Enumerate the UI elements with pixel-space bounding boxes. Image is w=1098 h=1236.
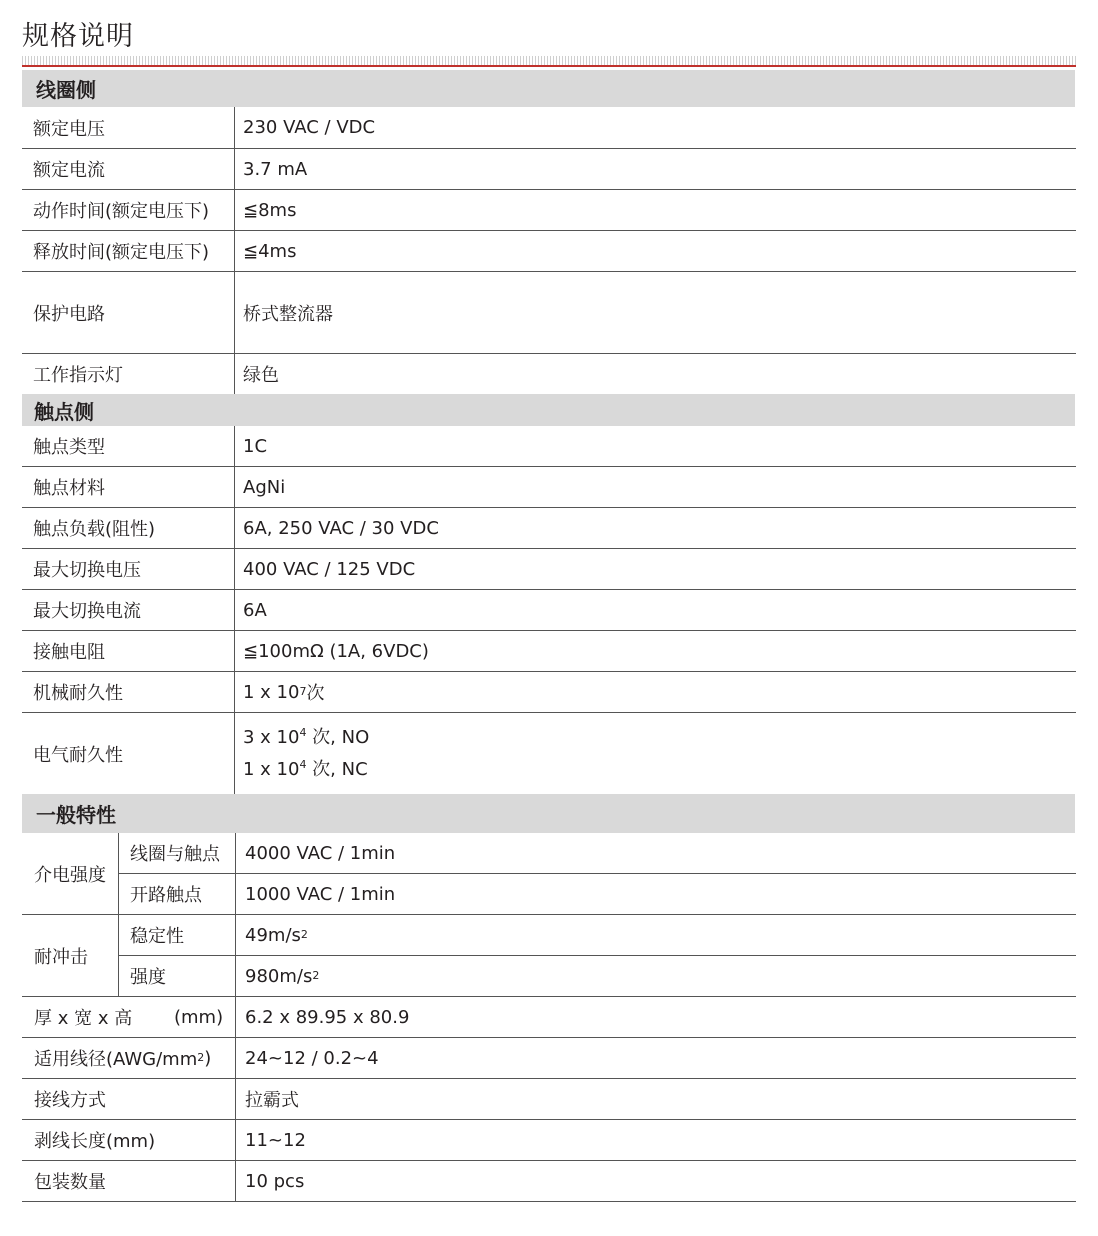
row-label: 接线方式 bbox=[34, 1090, 106, 1111]
page-title: 规格说明 bbox=[22, 21, 134, 52]
row-label: 动作时间(额定电压下) bbox=[33, 201, 210, 222]
table-row-dielectric bbox=[22, 833, 1076, 915]
row-value: 6A bbox=[243, 599, 267, 621]
sub-label: 强度 bbox=[130, 967, 166, 988]
table-row bbox=[22, 354, 1076, 394]
row-value: 11~12 bbox=[245, 1129, 306, 1151]
row-label: 包装数量 bbox=[34, 1172, 106, 1193]
row-label: 接触电阻 bbox=[33, 642, 105, 663]
row-label: 介电强度 bbox=[34, 864, 106, 886]
table-row bbox=[22, 107, 1076, 149]
row-label: 最大切换电流 bbox=[33, 601, 141, 622]
row-value: 10 pcs bbox=[245, 1170, 305, 1192]
table-row bbox=[22, 1038, 1076, 1079]
row-value: 6.2 x 89.95 x 80.9 bbox=[245, 1006, 410, 1028]
row-label: 厚 x 宽 x 高 bbox=[34, 1008, 133, 1029]
sub-value: 1000 VAC / 1min bbox=[245, 883, 396, 905]
sub-value: 4000 VAC / 1min bbox=[245, 842, 396, 864]
sub-label: 开路触点 bbox=[130, 885, 202, 906]
table-row bbox=[22, 549, 1076, 590]
row-label: 触点负载(阻性) bbox=[33, 519, 156, 540]
sub-label: 线圈与触点 bbox=[130, 844, 220, 865]
table-row bbox=[22, 426, 1076, 467]
table-row bbox=[22, 1161, 1076, 1202]
row-label: 额定电压 bbox=[33, 118, 105, 140]
table-row bbox=[22, 997, 1076, 1038]
table-row bbox=[22, 1120, 1076, 1161]
row-label: 保护电路 bbox=[33, 303, 105, 325]
row-unit: (mm) bbox=[174, 1006, 224, 1028]
row-label: 触点材料 bbox=[33, 478, 105, 499]
row-value: ≦8ms bbox=[243, 199, 297, 221]
title-rule bbox=[22, 56, 1076, 67]
row-label: 耐冲击 bbox=[34, 946, 88, 968]
row-value: 1 x 10 7 次 bbox=[243, 681, 325, 704]
section-header-contact: 触点侧 bbox=[22, 394, 1075, 426]
row-label: 触点类型 bbox=[33, 437, 105, 458]
row-value: 绿色 bbox=[243, 365, 279, 386]
section-header-coil: 线圈侧 bbox=[22, 70, 1075, 107]
row-value: 24~12 / 0.2~4 bbox=[245, 1047, 379, 1069]
table-row bbox=[22, 508, 1076, 549]
row-value: 桥式整流器 bbox=[243, 303, 333, 325]
section-header-general: 一般特性 bbox=[22, 794, 1075, 833]
table-row bbox=[22, 672, 1076, 713]
row-value: ≦100mΩ (1A, 6VDC) bbox=[243, 640, 429, 662]
row-value: 1C bbox=[243, 435, 268, 457]
table-row bbox=[22, 149, 1076, 190]
row-label: 工作指示灯 bbox=[33, 365, 123, 386]
table-row bbox=[22, 190, 1076, 231]
table-row-shock bbox=[22, 915, 1076, 997]
row-value: 230 VAC / VDC bbox=[243, 117, 376, 138]
row-label: 机械耐久性 bbox=[33, 683, 123, 704]
table-row bbox=[22, 713, 1076, 794]
row-value: 3.7 mA bbox=[243, 158, 308, 180]
table-row bbox=[22, 631, 1076, 672]
row-value: 拉霸式 bbox=[245, 1090, 299, 1111]
row-value: ≦4ms bbox=[243, 240, 297, 262]
sub-value: 49m/s 2 bbox=[245, 924, 308, 946]
sub-label: 稳定性 bbox=[130, 926, 184, 947]
table-row bbox=[22, 272, 1076, 354]
row-label: 额定电流 bbox=[33, 160, 105, 181]
row-label: 释放时间(额定电压下) bbox=[33, 242, 210, 263]
sub-value: 980m/s 2 bbox=[245, 965, 320, 987]
row-value: AgNi bbox=[243, 476, 286, 498]
row-label: 适用线径(AWG/mm 2 ) bbox=[34, 1047, 212, 1070]
row-label: 剥线长度(mm) bbox=[34, 1131, 156, 1152]
row-value: 3 x $10^4$ 次, NO 1 x $10^4$ 次, NC bbox=[243, 725, 370, 780]
row-label: 最大切换电压 bbox=[33, 560, 141, 581]
table-row bbox=[22, 1079, 1076, 1120]
table-row bbox=[22, 231, 1076, 272]
table-row bbox=[22, 467, 1076, 508]
table-row bbox=[22, 590, 1076, 631]
row-label: 电气耐久性 bbox=[33, 744, 123, 766]
row-value: 400 VAC / 125 VDC bbox=[243, 558, 416, 580]
row-value: 6A, 250 VAC / 30 VDC bbox=[243, 517, 439, 539]
